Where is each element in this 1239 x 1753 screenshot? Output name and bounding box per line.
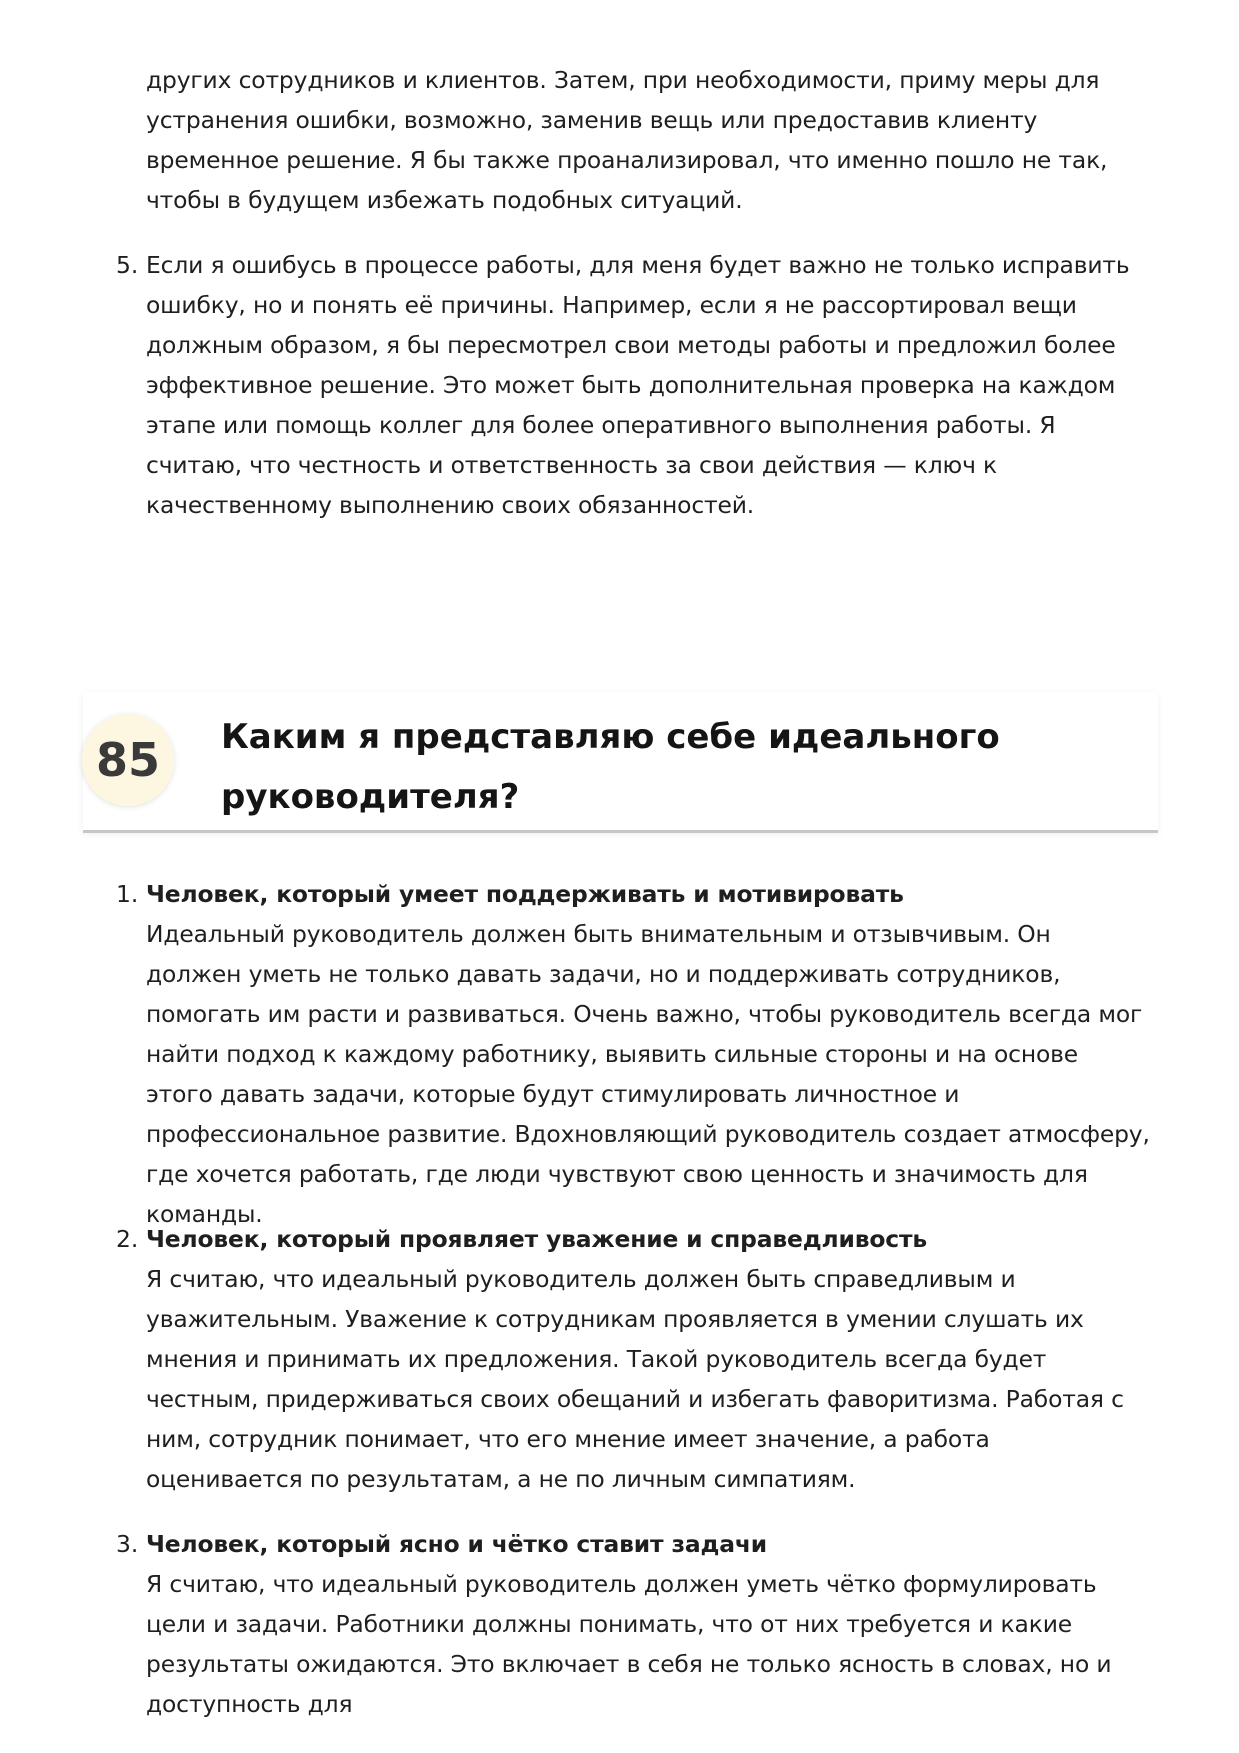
continuation-paragraph: других сотрудников и клиентов. Затем, при необходимости, приму меры для устранения ошибки, возможно, заменив вещь или предоставив клиенту временное решение. Я бы также проанализировал, что именно пошло не так, чтобы в будущем избежать подобных ситуаций. [146,66,1108,214]
list-item-number: 1. [116,880,139,908]
list-item-title: Человек, который проявляет уважение и справедливость [146,1225,928,1253]
list-item-number: 2. [116,1225,139,1253]
list-item [146,874,1151,1234]
list-item [146,1524,1151,1724]
list-item-text: Я считаю, что идеальный руководитель должен уметь чётко формулировать цели и задачи. Работники должны понимать, что от них требуется и какие результаты ожидаются. Это включает в себя не только ясность в словах, но и доступность для [146,1570,1112,1718]
list-item-number: 3. [116,1530,139,1558]
list-item-title: Человек, который умеет поддерживать и мотивировать [146,880,904,908]
section-title: Каким я представляю себе идеального руководителя? [221,717,1000,817]
list-item-text: Я считаю, что идеальный руководитель должен быть справедливым и уважительным. Уважение к сотрудникам проявляется в умении слушать их мнения и принимать их предложения. Такой руководитель всегда будет честным, придерживаться своих обещаний и избегать фаворитизма. Работая с ним, сотрудник понимает, что его мнение имеет значение, а работа оценивается по результатам, а не по личным симпатиям. [146,1265,1124,1493]
list-item-text: Если я ошибусь в процессе работы, для меня будет важно не только исправить ошибку, но и понять её причины. Например, если я не рассортировал вещи должным образом, я бы пересмотрел свои методы работы и предложил более эффективное решение. Это может быть дополнительная проверка на каждом этапе или помощь коллег для более оперативного выполнения работы. Я считаю, что честность и ответственность за свои действия — ключ к качественному выполнению своих обязанностей. [146,251,1130,519]
list-item-text: Идеальный руководитель должен быть внимательным и отзывчивым. Он должен уметь не только давать задачи, но и поддерживать сотрудников, помогать им расти и развиваться. Очень важно, чтобы руководитель всегда мог найти подход к каждому работнику, выявить сильные стороны и на основе этого давать задачи, которые будут стимулировать личностное и профессиональное развитие. Вдохновляющий руководитель создает атмосферу, где хочется работать, где люди чувствуют свою ценность и значимость для команды. [146,920,1150,1228]
list-item-number: 5. [116,251,139,279]
section-number-badge: 85 [82,714,174,806]
list-item-title: Человек, который ясно и чётко ставит задачи [146,1530,768,1558]
list-item [146,1219,1151,1499]
